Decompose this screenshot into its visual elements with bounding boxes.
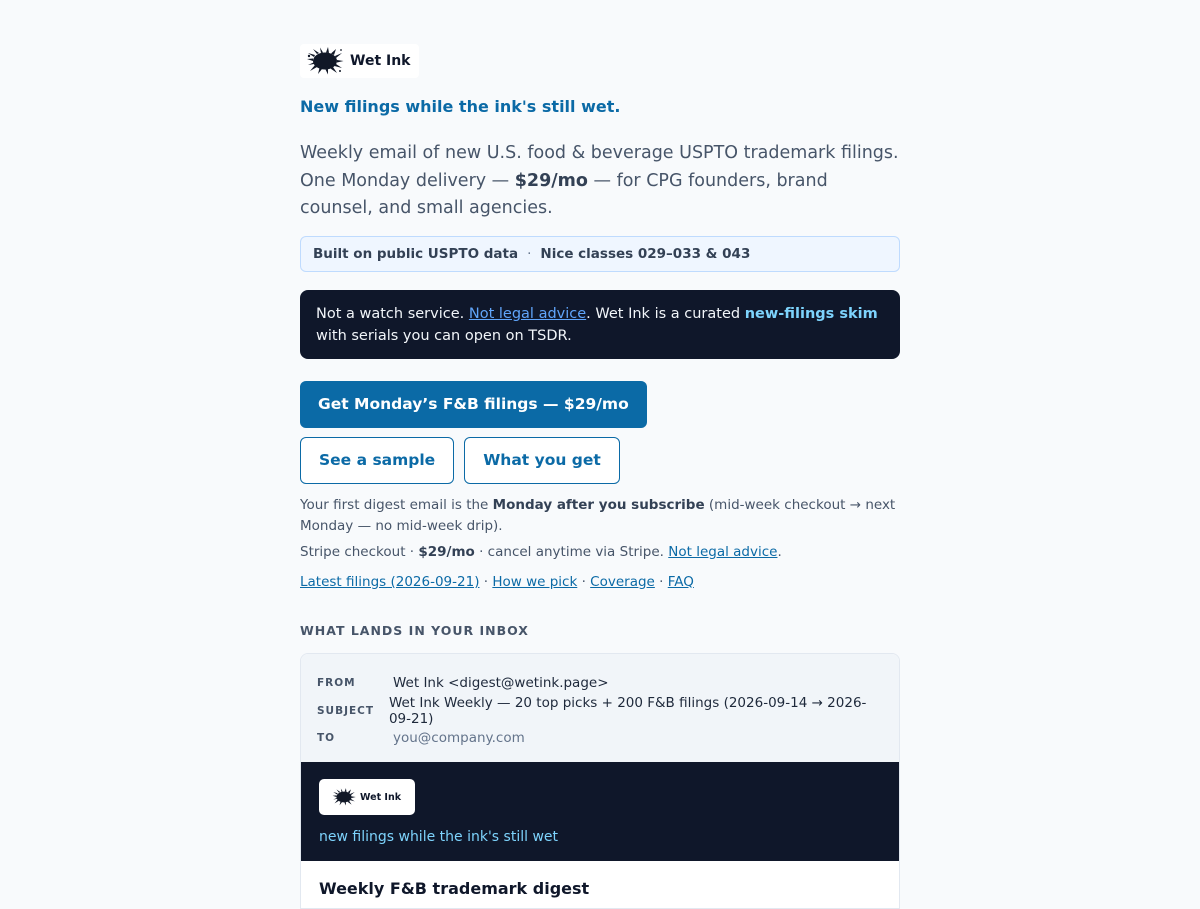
checkout-legal-link[interactable]: Not legal advice bbox=[668, 544, 777, 560]
link-separator: · bbox=[655, 574, 668, 590]
email-preview bbox=[300, 653, 900, 909]
from-value: Wet Ink <digest@wetink.page> bbox=[393, 675, 609, 691]
email-banner bbox=[301, 762, 899, 861]
lead-text-2: — for CPG founders, brand counsel, and small agencies. bbox=[300, 171, 828, 219]
delivery-bold: Monday after you subscribe bbox=[493, 497, 705, 513]
email-tagline: new filings while the ink's still wet bbox=[319, 829, 881, 845]
ink-splat-icon bbox=[306, 47, 344, 75]
lead-text-1: Weekly email of new U.S. food & beverage USPTO trademark filings. One Monday delivery — bbox=[300, 143, 899, 191]
footer-links bbox=[300, 572, 900, 593]
subscribe-button[interactable]: Get Monday’s F&B filings — $29/mo bbox=[300, 381, 647, 428]
link-separator: · bbox=[479, 574, 492, 590]
checkout-price: $29/mo bbox=[418, 544, 474, 560]
latest-filings-link[interactable]: Latest filings (2026-09-21) bbox=[300, 574, 479, 590]
what-you-get-button[interactable]: What you get bbox=[464, 437, 620, 484]
disclaimer-banner bbox=[300, 290, 900, 359]
disclaimer-text-3: with serials you can open on TSDR. bbox=[316, 328, 572, 344]
landing-page bbox=[300, 0, 900, 909]
checkout-text-1: Stripe checkout · bbox=[300, 544, 418, 560]
faq-link[interactable]: FAQ bbox=[668, 574, 694, 590]
from-label: FROM bbox=[317, 677, 393, 689]
email-header bbox=[301, 654, 899, 763]
delivery-text-1: Your first digest email is the bbox=[300, 497, 493, 513]
email-from-row bbox=[317, 670, 883, 698]
checkout-text-2: · cancel anytime via Stripe. bbox=[475, 544, 668, 560]
email-to-row bbox=[317, 725, 883, 753]
disclaimer-text-2: . Wet Ink is a curated bbox=[586, 306, 745, 322]
subject-label: SUBJECT bbox=[317, 705, 389, 717]
pill-classes: Nice classes 029–033 & 043 bbox=[540, 246, 750, 262]
brand-name: Wet Ink bbox=[350, 53, 411, 69]
checkout-note bbox=[300, 542, 900, 563]
cta-group bbox=[300, 381, 770, 484]
delivery-note bbox=[300, 495, 900, 537]
data-source-pill bbox=[300, 236, 900, 272]
see-sample-button[interactable]: See a sample bbox=[300, 437, 454, 484]
delivery-text-2: (mid-week checkout → next Monday — no mid-week drip). bbox=[300, 497, 895, 534]
how-we-pick-link[interactable]: How we pick bbox=[492, 574, 577, 590]
email-logo-name: Wet Ink bbox=[360, 792, 401, 803]
ink-splat-icon bbox=[332, 788, 356, 806]
subject-value: Wet Ink Weekly — 20 top picks + 200 F&B filings (2026-09-14 → 2026-09-21) bbox=[389, 695, 883, 727]
pill-separator: · bbox=[527, 246, 531, 262]
pill-source: Built on public USPTO data bbox=[313, 246, 518, 262]
link-separator: · bbox=[577, 574, 590, 590]
lead-price: $29/mo bbox=[515, 171, 588, 191]
disclaimer-text-1: Not a watch service. bbox=[316, 306, 469, 322]
to-value: you@company.com bbox=[393, 730, 525, 746]
coverage-link[interactable]: Coverage bbox=[590, 574, 655, 590]
email-body bbox=[301, 861, 899, 908]
brand-logo[interactable] bbox=[300, 44, 419, 78]
email-subject-row bbox=[317, 697, 883, 725]
to-label: TO bbox=[317, 732, 393, 744]
not-legal-advice-link[interactable]: Not legal advice bbox=[469, 306, 586, 322]
hero-description bbox=[300, 140, 900, 223]
inbox-section-heading: WHAT LANDS IN YOUR INBOX bbox=[300, 623, 900, 638]
email-logo bbox=[319, 779, 415, 815]
tagline: New filings while the ink's still wet. bbox=[300, 97, 900, 116]
checkout-text-3: . bbox=[777, 544, 781, 560]
digest-title: Weekly F&B trademark digest bbox=[319, 879, 881, 898]
disclaimer-highlight: new-filings skim bbox=[745, 306, 878, 322]
